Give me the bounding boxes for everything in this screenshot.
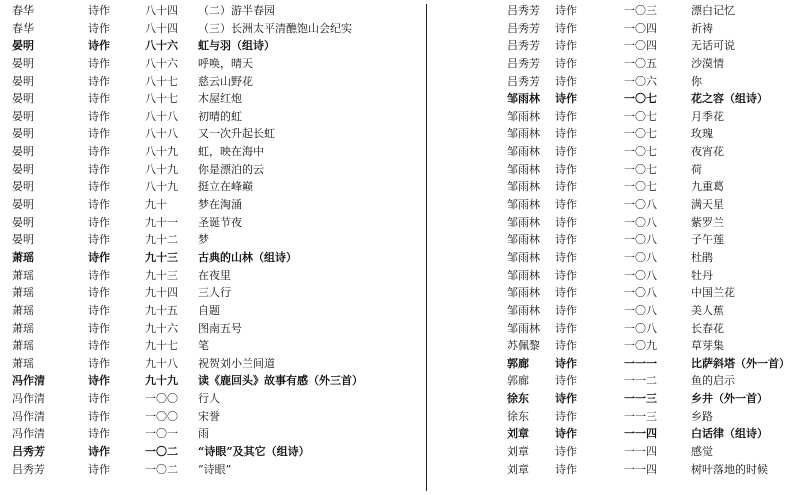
entry-row-group-heading [507, 390, 797, 408]
title-cell: 木屋红炮 [198, 92, 242, 106]
page-number-cell: 一一三 [624, 409, 657, 423]
genre-cell: 诗作 [555, 427, 577, 441]
entry-row-group-heading [12, 37, 422, 55]
author-cell: 冯作清 [12, 392, 45, 406]
page-number-cell: 一一四 [624, 427, 657, 441]
entry-row [12, 337, 422, 355]
author-cell: 邹雨林 [507, 286, 540, 300]
entry-row [12, 55, 422, 73]
page-number-cell: 一〇三 [624, 4, 657, 17]
entry-row [507, 196, 797, 214]
page-number-cell: 一〇八 [624, 215, 657, 229]
page-number-cell: 八十九 [145, 162, 178, 176]
genre-cell: 诗作 [88, 339, 110, 353]
page-number-cell: 一〇二 [145, 445, 178, 459]
author-cell: 邹雨林 [507, 92, 540, 106]
page-number-cell: 八十四 [145, 21, 178, 35]
page-number-cell: 一〇七 [624, 127, 657, 141]
author-cell: 邹雨林 [507, 198, 540, 212]
author-cell: 晏明 [12, 92, 34, 106]
author-cell: 晏明 [12, 74, 34, 88]
entry-row [12, 2, 422, 20]
title-cell: 树叶落地的时候 [691, 462, 768, 476]
title-cell: 感觉 [691, 445, 713, 459]
title-cell: 无话可说 [691, 39, 735, 53]
author-cell: 郭廊 [507, 356, 529, 370]
title-cell: 图南五号 [198, 321, 242, 335]
author-cell: 邹雨林 [507, 162, 540, 176]
title-cell: “诗眼” [198, 462, 232, 476]
author-cell: 萧瑶 [12, 339, 34, 353]
entry-row [507, 284, 797, 302]
author-cell: 萧瑶 [12, 250, 34, 264]
title-cell: 慈云山野花 [198, 74, 253, 88]
page-number-cell: 九十一 [145, 215, 178, 229]
title-cell: 满天星 [691, 198, 724, 212]
page-number-cell: 一〇八 [624, 286, 657, 300]
title-cell: 你是漂泊的云 [198, 162, 264, 176]
page-number-cell: 八十九 [145, 180, 178, 194]
column-divider [426, 4, 427, 491]
author-cell: 萧瑶 [12, 268, 34, 282]
entry-row [507, 443, 797, 461]
author-cell: 邹雨林 [507, 180, 540, 194]
genre-cell: 诗作 [555, 250, 577, 264]
page-number-cell: 一〇七 [624, 162, 657, 176]
entry-row [507, 214, 797, 232]
author-cell: 刘章 [507, 445, 529, 459]
author-cell: 吕秀芳 [507, 4, 540, 17]
title-cell: 紫罗兰 [691, 215, 724, 229]
page-number-cell: 九十三 [145, 250, 178, 264]
title-cell: 虹，映在海中 [198, 145, 264, 159]
title-cell: 梦 [198, 233, 209, 247]
title-cell: 虹与羽（组诗） [198, 39, 275, 53]
entry-row [12, 302, 422, 320]
page-number-cell: 一〇九 [624, 339, 657, 353]
genre-cell: 诗作 [88, 92, 110, 106]
title-cell: 夜宵花 [691, 145, 724, 159]
genre-cell: 诗作 [88, 392, 110, 406]
genre-cell: 诗作 [88, 109, 110, 123]
entry-row [12, 196, 422, 214]
author-cell: 萧瑶 [12, 303, 34, 317]
page-number-cell: 八十六 [145, 39, 178, 53]
entry-row [12, 231, 422, 249]
author-cell: 邹雨林 [507, 145, 540, 159]
page-number-cell: 一〇四 [624, 39, 657, 53]
genre-cell: 诗作 [555, 409, 577, 423]
genre-cell: 诗作 [88, 56, 110, 70]
author-cell: 晏明 [12, 127, 34, 141]
author-cell: 徐东 [507, 392, 529, 406]
page-number-cell: 一一三 [624, 392, 657, 406]
genre-cell: 诗作 [88, 39, 110, 53]
genre-cell: 诗作 [555, 339, 577, 353]
page-number-cell: 一一二 [624, 374, 657, 388]
author-cell: 冯作清 [12, 409, 45, 423]
genre-cell: 诗作 [88, 409, 110, 423]
entry-row [507, 143, 797, 161]
author-cell: 吕秀芳 [507, 39, 540, 53]
title-cell: 沙漠情 [691, 56, 724, 70]
genre-cell: 诗作 [555, 56, 577, 70]
page-number-cell: 九十二 [145, 233, 178, 247]
entry-row [12, 108, 422, 126]
entry-row-group-heading [12, 443, 422, 461]
entry-row [12, 355, 422, 373]
left-column [12, 2, 422, 478]
page-number-cell: 九十九 [145, 374, 178, 388]
title-cell: 比萨斜塔（外一首） [691, 356, 790, 370]
entry-row [12, 90, 422, 108]
genre-cell: 诗作 [88, 445, 110, 459]
entry-row [507, 37, 797, 55]
author-cell: 邹雨林 [507, 215, 540, 229]
entry-row [507, 302, 797, 320]
author-cell: 刘章 [507, 427, 529, 441]
author-cell: 萧瑶 [12, 356, 34, 370]
right-column [507, 2, 797, 478]
title-cell: 呼唤，晴天 [198, 56, 253, 70]
page-number-cell: 九十八 [145, 356, 178, 370]
author-cell: 冯作清 [12, 427, 45, 441]
title-cell: 宋誉 [198, 409, 220, 423]
author-cell: 春华 [12, 4, 34, 17]
entry-row [507, 125, 797, 143]
entry-row-group-heading [12, 249, 422, 267]
genre-cell: 诗作 [555, 109, 577, 123]
title-cell: 行人 [198, 392, 220, 406]
genre-cell: 诗作 [555, 286, 577, 300]
author-cell: 萧瑶 [12, 321, 34, 335]
author-cell: 郭廊 [507, 374, 529, 388]
entry-row [12, 408, 422, 426]
entry-row [507, 161, 797, 179]
author-cell: 晏明 [12, 162, 34, 176]
page-number-cell: 一〇八 [624, 268, 657, 282]
entry-row [507, 267, 797, 285]
entry-row [12, 320, 422, 338]
entry-row [12, 425, 422, 443]
page-number-cell: 一〇八 [624, 250, 657, 264]
author-cell: 徐东 [507, 409, 529, 423]
genre-cell: 诗作 [88, 462, 110, 476]
genre-cell: 诗作 [88, 180, 110, 194]
author-cell: 晏明 [12, 109, 34, 123]
genre-cell: 诗作 [88, 4, 110, 17]
page-number-cell: 一〇八 [624, 321, 657, 335]
title-cell: 月季花 [691, 109, 724, 123]
author-cell: 苏佩黎 [507, 339, 540, 353]
genre-cell: 诗作 [555, 198, 577, 212]
author-cell: 晏明 [12, 56, 34, 70]
title-cell: 你 [691, 74, 702, 88]
page-number-cell: 一〇六 [624, 74, 657, 88]
author-cell: 邹雨林 [507, 303, 540, 317]
entry-row [507, 2, 797, 20]
page-number-cell: 八十八 [145, 127, 178, 141]
page-number-cell: 八十六 [145, 56, 178, 70]
entry-row [507, 249, 797, 267]
title-cell: 九重葛 [691, 180, 724, 194]
title-cell: 中国兰花 [691, 286, 735, 300]
entry-row [12, 73, 422, 91]
entry-row [507, 55, 797, 73]
title-cell: 圣诞节夜 [198, 215, 242, 229]
genre-cell: 诗作 [555, 127, 577, 141]
genre-cell: 诗作 [555, 162, 577, 176]
author-cell: 邹雨林 [507, 109, 540, 123]
title-cell: 白话律（组诗） [691, 427, 768, 441]
title-cell: 又一次升起长虹 [198, 127, 275, 141]
title-cell: 祈祷 [691, 21, 713, 35]
author-cell: 冯作清 [12, 374, 45, 388]
title-cell: 荷 [691, 162, 702, 176]
author-cell: 吕秀芳 [12, 445, 45, 459]
entry-row [507, 320, 797, 338]
title-cell: 牡丹 [691, 268, 713, 282]
title-cell: 在夜里 [198, 268, 231, 282]
page-number-cell: 一一四 [624, 462, 657, 476]
entry-row [507, 178, 797, 196]
title-cell: 雨 [198, 427, 209, 441]
author-cell: 晏明 [12, 39, 34, 53]
genre-cell: 诗作 [555, 180, 577, 194]
title-cell: 鱼的启示 [691, 374, 735, 388]
author-cell: 晏明 [12, 233, 34, 247]
title-cell: 长春花 [691, 321, 724, 335]
author-cell: 春华 [12, 21, 34, 35]
author-cell: 吕秀芳 [507, 56, 540, 70]
page-number-cell: 九十 [145, 198, 167, 212]
page-number-cell: 一〇八 [624, 198, 657, 212]
page-number-cell: 九十五 [145, 303, 178, 317]
page-number-cell: 一〇一 [145, 427, 178, 441]
page-number-cell: 一〇二 [145, 462, 178, 476]
genre-cell: 诗作 [555, 92, 577, 106]
page-number-cell: 一〇七 [624, 180, 657, 194]
genre-cell: 诗作 [555, 321, 577, 335]
title-cell: “诗眼”及其它（组诗） [198, 445, 310, 459]
title-cell: 笔 [198, 339, 209, 353]
author-cell: 吕秀芳 [507, 21, 540, 35]
page-number-cell: 八十九 [145, 145, 178, 159]
author-cell: 晏明 [12, 215, 34, 229]
entry-row [12, 125, 422, 143]
author-cell: 邹雨林 [507, 233, 540, 247]
genre-cell: 诗作 [555, 303, 577, 317]
genre-cell: 诗作 [555, 4, 577, 17]
author-cell: 吕秀芳 [507, 74, 540, 88]
author-cell: 刘章 [507, 462, 529, 476]
page-number-cell: 一〇〇 [145, 392, 178, 406]
genre-cell: 诗作 [88, 198, 110, 212]
genre-cell: 诗作 [555, 356, 577, 370]
genre-cell: 诗作 [555, 374, 577, 388]
page-number-cell: 一一一 [624, 356, 657, 370]
genre-cell: 诗作 [555, 268, 577, 282]
entry-row [507, 337, 797, 355]
genre-cell: 诗作 [88, 303, 110, 317]
title-cell: 读《鹿回头》故事有感（外三首） [198, 374, 363, 388]
page-number-cell: 九十四 [145, 286, 178, 300]
genre-cell: 诗作 [555, 21, 577, 35]
page-number-cell: 一〇七 [624, 109, 657, 123]
author-cell: 邹雨林 [507, 321, 540, 335]
genre-cell: 诗作 [88, 268, 110, 282]
page-number-cell: 一〇四 [624, 21, 657, 35]
genre-cell: 诗作 [88, 127, 110, 141]
entry-row [507, 108, 797, 126]
title-cell: 子午莲 [691, 233, 724, 247]
entry-row [507, 20, 797, 38]
page-number-cell: 八十七 [145, 74, 178, 88]
title-cell: 杜鹃 [691, 250, 713, 264]
page-number-cell: 九十七 [145, 339, 178, 353]
author-cell: 邹雨林 [507, 268, 540, 282]
page-number-cell: 八十七 [145, 92, 178, 106]
entry-row [12, 161, 422, 179]
genre-cell: 诗作 [88, 286, 110, 300]
page-number-cell: 八十八 [145, 109, 178, 123]
page-number-cell: 一〇七 [624, 145, 657, 159]
entry-row-group-heading [507, 355, 797, 373]
page-number-cell: 九十六 [145, 321, 178, 335]
title-cell: 乡路 [691, 409, 713, 423]
title-cell: 梦在淘涌 [198, 198, 242, 212]
page-number-cell: 一〇〇 [145, 409, 178, 423]
genre-cell: 诗作 [555, 392, 577, 406]
entry-row [12, 178, 422, 196]
genre-cell: 诗作 [88, 162, 110, 176]
genre-cell: 诗作 [88, 250, 110, 264]
genre-cell: 诗作 [88, 321, 110, 335]
entry-row [12, 461, 422, 479]
title-cell: 自题 [198, 303, 220, 317]
page-number-cell: 一〇八 [624, 303, 657, 317]
entry-row [12, 20, 422, 38]
title-cell: 祝贺刘小兰间道 [198, 356, 275, 370]
genre-cell: 诗作 [555, 145, 577, 159]
entry-row [507, 372, 797, 390]
title-cell: 挺立在峰巅 [198, 180, 253, 194]
entry-row-group-heading [12, 372, 422, 390]
title-cell: 乡井（外一首） [691, 392, 768, 406]
genre-cell: 诗作 [555, 39, 577, 53]
entry-row [507, 73, 797, 91]
genre-cell: 诗作 [88, 233, 110, 247]
author-cell: 晏明 [12, 180, 34, 194]
entry-row [12, 143, 422, 161]
genre-cell: 诗作 [555, 445, 577, 459]
entry-row [12, 390, 422, 408]
title-cell: 初晴的虹 [198, 109, 242, 123]
title-cell: 美人蕉 [691, 303, 724, 317]
genre-cell: 诗作 [555, 215, 577, 229]
title-cell: （三）长洲太平清醮饱山会纪实 [198, 21, 352, 35]
author-cell: 吕秀芳 [12, 462, 45, 476]
entry-row [507, 461, 797, 479]
author-cell: 萧瑶 [12, 286, 34, 300]
page-number-cell: 一〇七 [624, 92, 657, 106]
entry-row [507, 408, 797, 426]
title-cell: 花之容（组诗） [691, 92, 768, 106]
genre-cell: 诗作 [88, 374, 110, 388]
title-cell: 三人行 [198, 286, 231, 300]
genre-cell: 诗作 [555, 233, 577, 247]
genre-cell: 诗作 [88, 145, 110, 159]
title-cell: 漂白记忆 [691, 4, 735, 17]
genre-cell: 诗作 [88, 356, 110, 370]
author-cell: 晏明 [12, 198, 34, 212]
entry-row-group-heading [507, 425, 797, 443]
entry-row [12, 267, 422, 285]
title-cell: 玫瑰 [691, 127, 713, 141]
entry-row [12, 284, 422, 302]
author-cell: 晏明 [12, 145, 34, 159]
page-number-cell: 九十三 [145, 268, 178, 282]
entry-row [12, 214, 422, 232]
page-number-cell: 一〇八 [624, 233, 657, 247]
genre-cell: 诗作 [555, 462, 577, 476]
entry-row-group-heading [507, 90, 797, 108]
title-cell: 古典的山林（组诗） [198, 250, 297, 264]
genre-cell: 诗作 [88, 74, 110, 88]
title-cell: 草芽集 [691, 339, 724, 353]
author-cell: 邹雨林 [507, 250, 540, 264]
page-number-cell: 八十四 [145, 4, 178, 17]
genre-cell: 诗作 [555, 74, 577, 88]
page-number-cell: 一一四 [624, 445, 657, 459]
entry-row [507, 231, 797, 249]
title-cell: （二）游半春园 [198, 4, 275, 17]
author-cell: 邹雨林 [507, 127, 540, 141]
page-number-cell: 一〇五 [624, 56, 657, 70]
genre-cell: 诗作 [88, 215, 110, 229]
genre-cell: 诗作 [88, 21, 110, 35]
genre-cell: 诗作 [88, 427, 110, 441]
